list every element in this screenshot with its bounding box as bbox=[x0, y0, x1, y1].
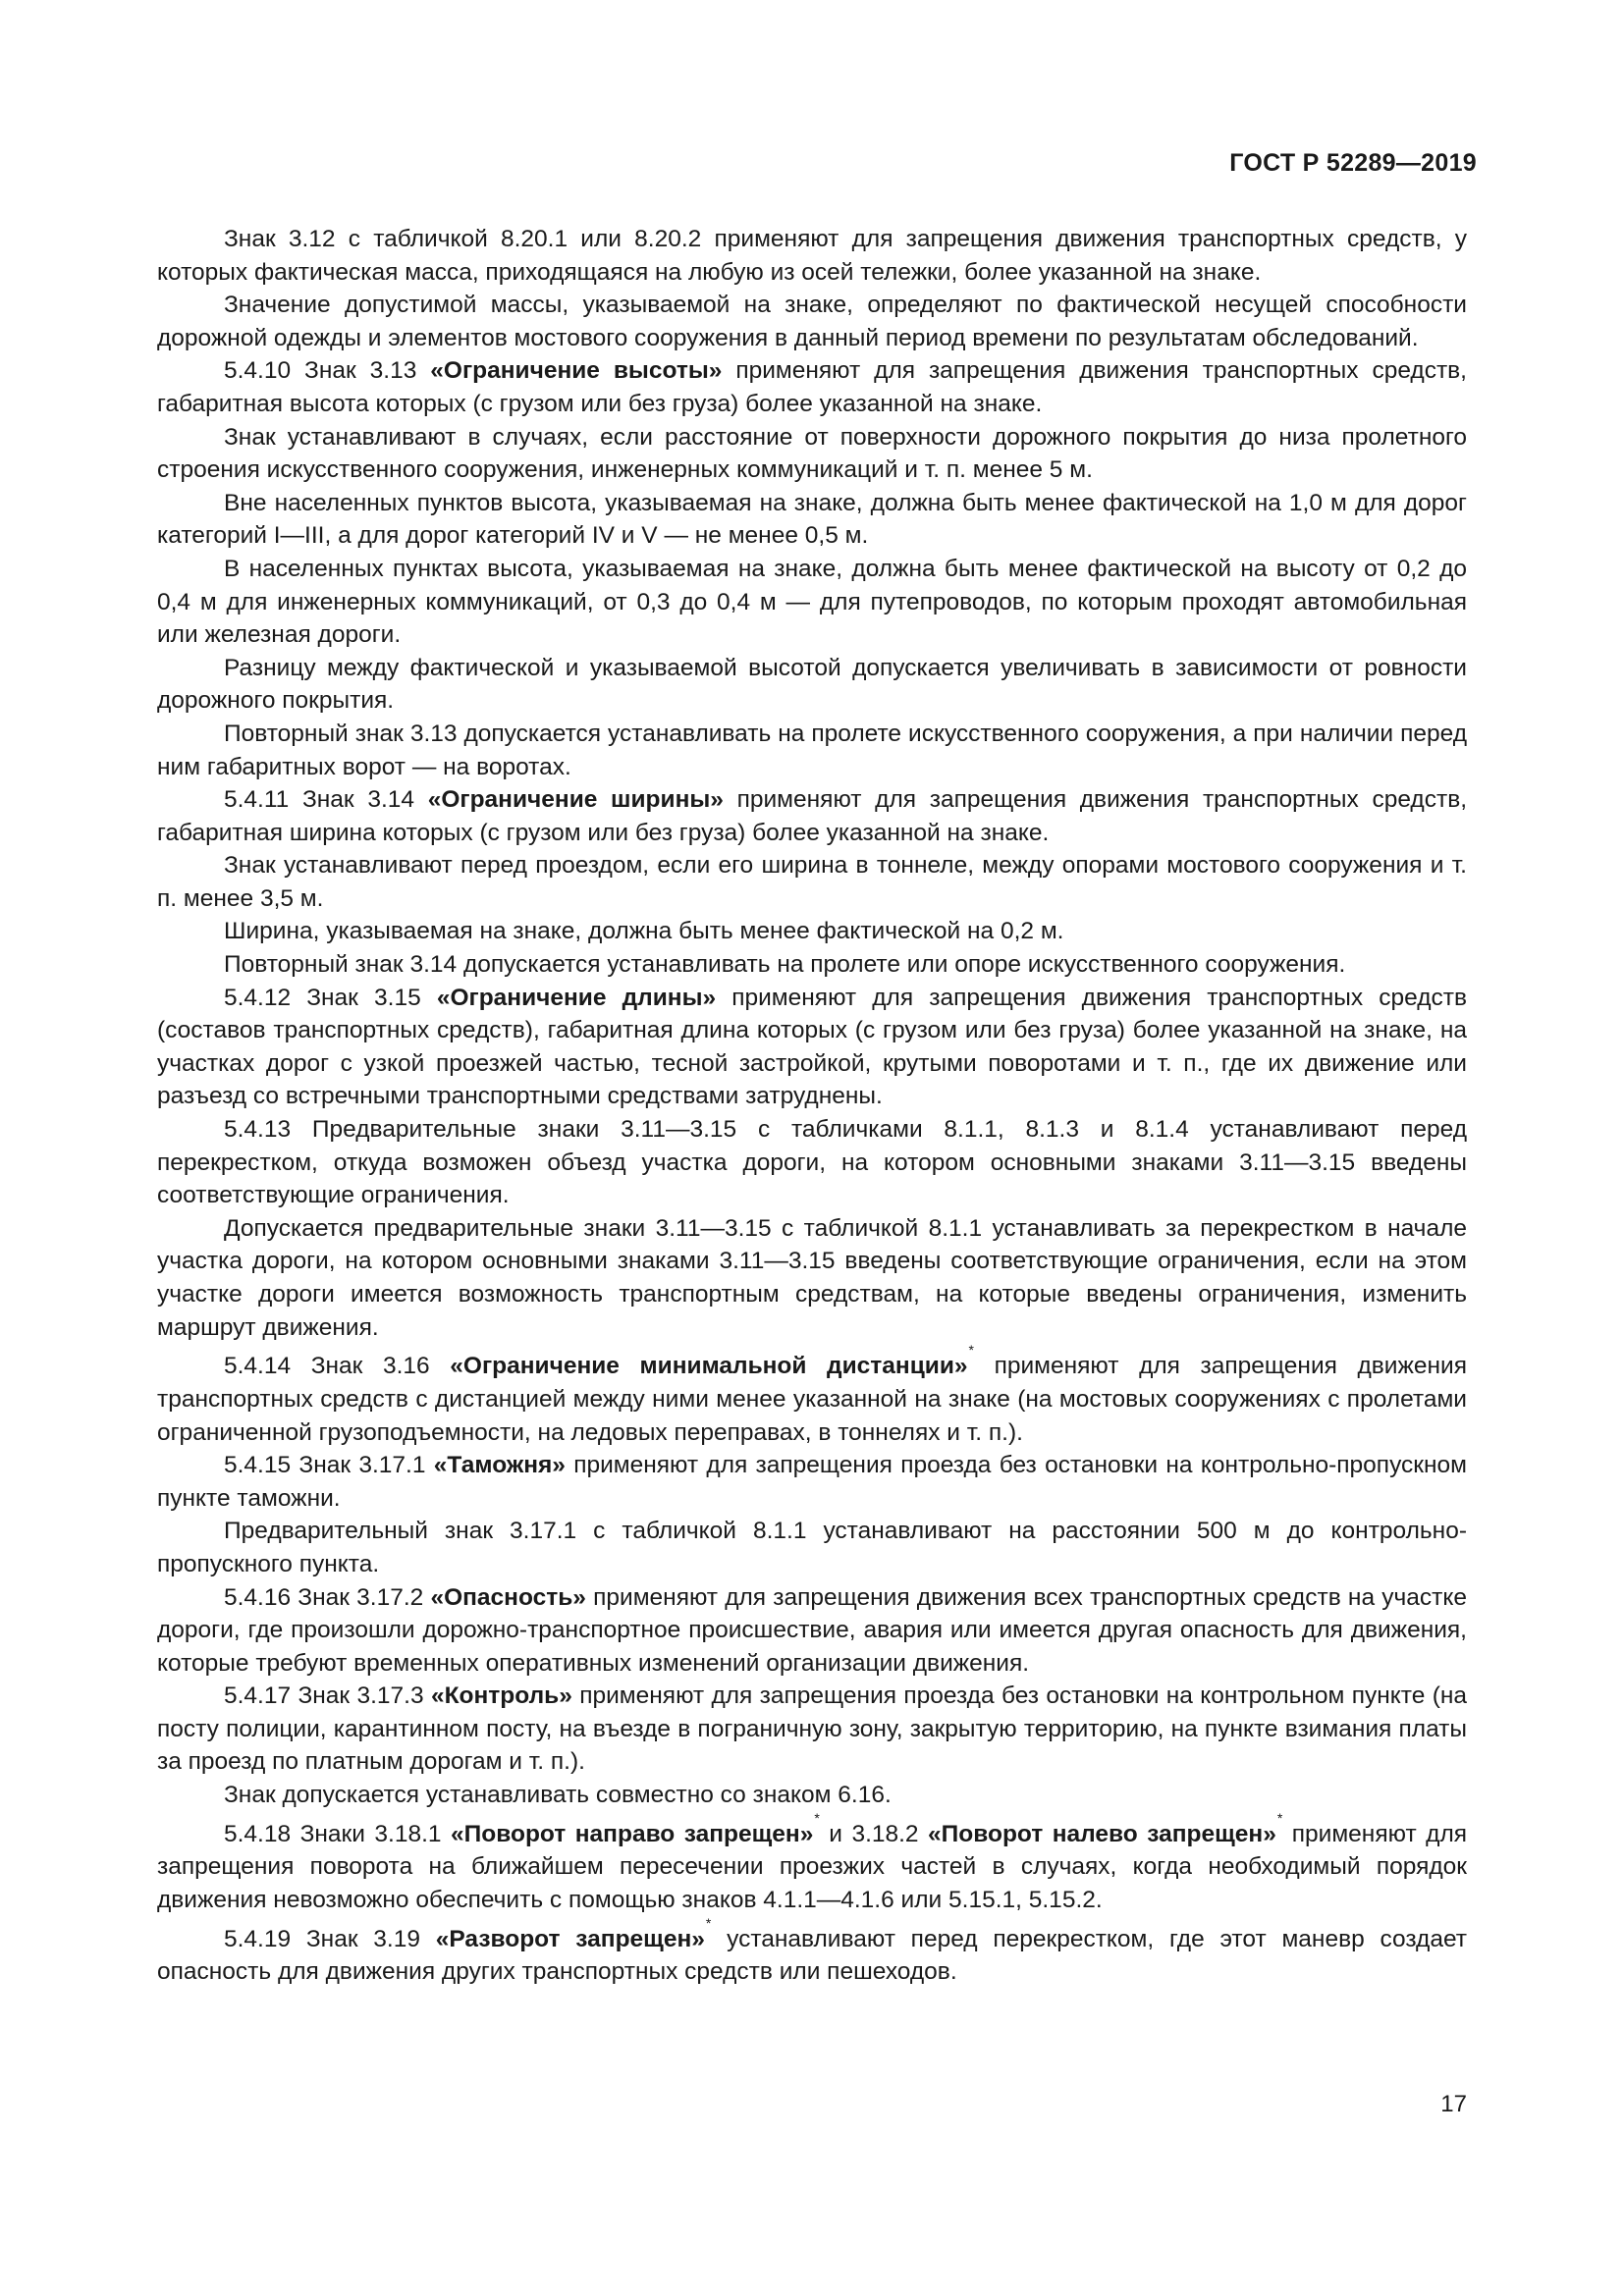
sign-name: «Контроль» bbox=[430, 1682, 572, 1710]
footnote-marker: * bbox=[705, 1914, 712, 1931]
paragraph: 5.4.10 Знак 3.13 «Ограничение высоты» применяют для запрещения движения транспортных средств, габаритная высота которых (с грузом или без груза) более указанной на знаке. bbox=[157, 357, 1467, 417]
sign-name: «Поворот налево запрещен» bbox=[928, 1820, 1276, 1847]
sign-name: «Опасность» bbox=[430, 1583, 586, 1611]
paragraph: 5.4.13 Предварительные знаки 3.11—3.15 с табличками 8.1.1, 8.1.3 и 8.1.4 устанавливают перед перекрестком, откуда возможен объезд участка дороги, на котором основными знаками 3.11—3.15 введены соответствующие ограничения. bbox=[157, 1116, 1467, 1209]
paragraph: Предварительный знак 3.17.1 с табличкой 8.1.1 устанавливают на расстоянии 500 м до контрольно-пропускного пункта. bbox=[157, 1518, 1467, 1577]
paragraph: Знак 3.12 с табличкой 8.20.1 или 8.20.2 применяют для запрещения движения транспортных средств, у которых фактическая масса, приходящаяся на любую из осей тележки, более указанной на знаке. bbox=[157, 226, 1467, 286]
footnote-marker: * bbox=[1276, 1809, 1283, 1826]
footnote-marker: * bbox=[968, 1342, 974, 1359]
paragraph: 5.4.18 Знаки 3.18.1 «Поворот направо запрещен»* и 3.18.2 «Поворот налево запрещен»* применяют для запрещения поворота на ближайшем пересечении проезжих частей в случаях, когда необходимый порядок движения невозможно обеспечить с помощью знаков 4.1.1—4.1.6 или 5.15.1, 5.15.2. bbox=[157, 1809, 1468, 1913]
paragraph: Разницу между фактической и указываемой высотой допускается увеличивать в зависимости от ровности дорожного покрытия. bbox=[157, 654, 1467, 715]
paragraph: Значение допустимой массы, указываемой на знаке, определяют по фактической несущей способности дорожной одежды и элементов мостового сооружения в данный период времени по результатам обследований. bbox=[157, 292, 1467, 351]
sign-name: «Ограничение длины» bbox=[436, 984, 717, 1011]
sign-name: «Ограничение высоты» bbox=[430, 357, 723, 385]
paragraph: 5.4.17 Знак 3.17.3 «Контроль» применяют для запрещения проезда без остановки на контрольном пункте (на посту полиции, карантинном посту, на въезде в пограничную зону, закрытую территорию, на пункте взимания платы за проезд по платным дорогам и т. п.). bbox=[157, 1682, 1468, 1776]
footnote-marker: * bbox=[814, 1809, 820, 1826]
paragraph: В населенных пунктах высота, указываемая на знаке, должна быть менее фактической на высоту от 0,2 до 0,4 м для инженерных коммуникаций, от 0,3 до 0,4 м — для путепроводов, по которым проходят автомобильная или железная дороги. bbox=[157, 555, 1467, 649]
paragraph: Вне населенных пунктов высота, указываемая на знаке, должна быть менее фактической на 1,0 м для дорог категорий I—III, а для дорог категорий IV и V — не менее 0,5 м. bbox=[157, 489, 1467, 550]
paragraph: Повторный знак 3.13 допускается устанавливать на пролете искусственного сооружения, а при наличии перед ним габаритных ворот — на воротах. bbox=[157, 720, 1467, 780]
paragraph: Ширина, указываемая на знаке, должна быть менее фактической на 0,2 м. bbox=[224, 918, 1064, 945]
paragraph: 5.4.12 Знак 3.15 «Ограничение длины» применяют для запрещения движения транспортных средств (составов транспортных средств), габаритная длина которых (с грузом или без груза) более указанной на знаке, на участках дорог с узкой проезжей частью, тесной застройкой, крутыми поворотами и т. п., где их движение или разъезд со встречными транспортными средствами затруднены. bbox=[157, 984, 1467, 1110]
paragraph: Знак допускается устанавливать совместно со знаком 6.16. bbox=[224, 1782, 892, 1809]
paragraph: 5.4.14 Знак 3.16 «Ограничение минимальной дистанции»* применяют для запрещения движения транспортных средств с дистанцией между ними менее указанной на знаке (на мостовых сооружениях с пролетами ограниченной грузоподъемности, на ледовых переправах, в тоннелях и т. п.). bbox=[157, 1342, 1467, 1446]
paragraph: 5.4.19 Знак 3.19 «Разворот запрещен»* устанавливают перед перекрестком, где этот маневр создает опасность для движения других транспортных средств или пешеходов. bbox=[157, 1914, 1467, 1986]
paragraph: Знак устанавливают в случаях, если расстояние от поверхности дорожного покрытия до низа пролетного строения искусственного сооружения, инженерных коммуникаций и т. п. менее 5 м. bbox=[157, 423, 1467, 484]
sign-name: «Ограничение ширины» bbox=[427, 786, 724, 814]
page-number: 17 bbox=[1440, 2091, 1467, 2117]
sign-name: «Ограничение минимальной дистанции» bbox=[450, 1353, 968, 1380]
sign-name: «Таможня» bbox=[433, 1452, 566, 1479]
paragraph: Знак устанавливают перед проездом, если его ширина в тоннеле, между опорами мостового сооружения и т. п. менее 3,5 м. bbox=[157, 852, 1467, 912]
paragraph: 5.4.15 Знак 3.17.1 «Таможня» применяют для запрещения проезда без остановки на контрольно-пропускном пункте таможни. bbox=[157, 1452, 1468, 1512]
document-code: ГОСТ Р 52289—2019 bbox=[1229, 149, 1477, 177]
document-body bbox=[157, 223, 1467, 1989]
paragraph: 5.4.16 Знак 3.17.2 «Опасность» применяют для запрещения движения всех транспортных средств на участке дороги, где произошли дорожно-транспортное происшествие, авария или имеется другая опасность для движения, которые требуют временных оперативных изменений организации движения. bbox=[157, 1583, 1467, 1677]
paragraph: Допускается предварительные знаки 3.11—3.15 с табличкой 8.1.1 устанавливать за перекрестком в начале участка дороги, на котором основными знаками 3.11—3.15 введены соответствующие ограничения, если на этом участке дороги имеется возможность транспортным средствам, на которые введены ограничения, изменить маршрут движения. bbox=[157, 1214, 1467, 1341]
paragraph: Повторный знак 3.14 допускается устанавливать на пролете или опоре искусственного сооружения. bbox=[224, 951, 1346, 979]
sign-name: «Поворот направо запрещен» bbox=[451, 1820, 814, 1847]
paragraph: 5.4.11 Знак 3.14 «Ограничение ширины» применяют для запрещения движения транспортных средств, габаритная ширина которых (с грузом или без груза) более указанной на знаке. bbox=[157, 786, 1468, 846]
sign-name: «Разворот запрещен» bbox=[435, 1925, 705, 1952]
